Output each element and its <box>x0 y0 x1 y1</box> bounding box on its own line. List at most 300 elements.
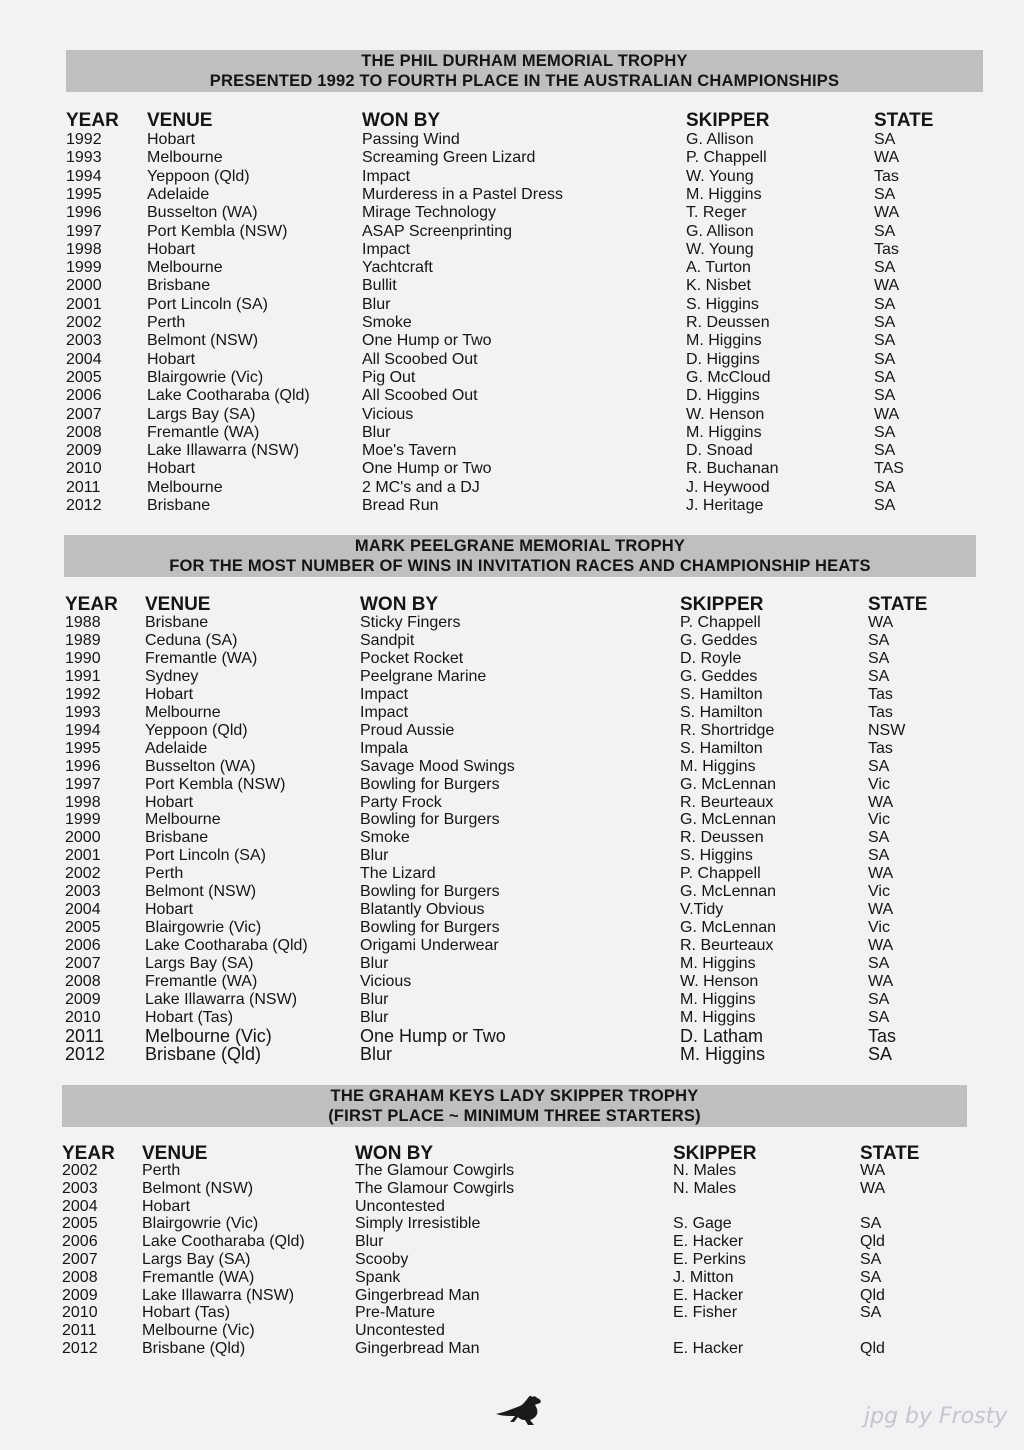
cell-skipper: K. Nisbet <box>686 277 751 295</box>
cell-year: 1992 <box>66 131 102 148</box>
cell-skipper: S. Gage <box>673 1215 732 1233</box>
cell-won-by: ASAP Screenprinting <box>362 222 513 240</box>
cell-year: 2005 <box>65 919 101 937</box>
cell-venue: Brisbane (Qld) <box>142 1340 246 1357</box>
cell-won-by: Pig Out <box>362 368 416 386</box>
cell-skipper: D. Higgins <box>686 387 760 405</box>
cell-skipper: G. Allison <box>686 131 754 148</box>
table-row <box>0 1198 1024 1216</box>
cell-venue: Hobart <box>147 350 196 368</box>
cell-venue: Blairgowrie (Vic) <box>145 919 262 937</box>
table-row <box>0 460 1024 478</box>
cell-skipper: G. Geddes <box>680 631 758 649</box>
table-row <box>0 1045 1024 1063</box>
column-header-year: YEAR <box>66 110 119 131</box>
cell-won-by: Yachtcraft <box>362 259 433 277</box>
cell-won-by: Savage Mood Swings <box>360 757 515 775</box>
cell-won-by: Vicious <box>362 405 414 423</box>
cell-year: 2012 <box>66 497 102 514</box>
cell-won-by: One Hump or Two <box>362 332 492 350</box>
cell-skipper: G. Allison <box>686 222 754 240</box>
cell-venue: Brisbane <box>147 277 211 295</box>
cell-year: 2002 <box>62 1162 98 1179</box>
cell-won-by: Sticky Fingers <box>360 614 461 631</box>
cell-skipper: G. McLennan <box>680 919 777 937</box>
cell-won-by: Bowling for Burgers <box>360 883 500 901</box>
cell-skipper: G. McLennan <box>680 775 777 793</box>
cell-won-by: One Hump or Two <box>362 460 492 478</box>
cell-year: 2008 <box>62 1268 98 1286</box>
cell-year: 2001 <box>66 295 102 313</box>
cell-venue: Perth <box>147 314 186 331</box>
cell-state: SA <box>874 295 896 313</box>
cell-year: 2012 <box>65 1043 106 1064</box>
table-row <box>0 241 1024 259</box>
table-row <box>0 1180 1024 1198</box>
cell-won-by: The Glamour Cowgirls <box>355 1179 515 1197</box>
cell-state: SA <box>860 1268 882 1286</box>
column-header-year: YEAR <box>62 1143 115 1164</box>
cell-state: SA <box>868 829 890 847</box>
cell-year: 2011 <box>65 1025 104 1046</box>
cell-won-by: Moe's Tavern <box>362 442 457 460</box>
cell-skipper: S. Hamilton <box>680 739 763 757</box>
table-row <box>0 632 1024 650</box>
cell-won-by: Smoke <box>360 829 410 847</box>
cell-won-by: Peelgrane Marine <box>360 667 487 685</box>
cell-won-by: Blur <box>360 990 389 1008</box>
cell-state: Qld <box>860 1233 885 1251</box>
cell-venue: Brisbane (Qld) <box>145 1043 262 1064</box>
cell-venue: Ceduna (SA) <box>145 631 238 649</box>
cell-year: 1994 <box>65 721 101 739</box>
cell-venue: Melbourne <box>145 811 221 829</box>
cell-skipper: J. Heritage <box>686 497 764 514</box>
cell-year: 2012 <box>62 1340 98 1357</box>
cell-won-by: Blur <box>360 1008 389 1026</box>
table-row <box>0 1340 1024 1358</box>
cell-won-by: Uncontested <box>355 1197 445 1215</box>
section-title-line: THE PHIL DURHAM MEMORIAL TROPHY <box>361 52 688 70</box>
cell-year: 2006 <box>66 387 102 405</box>
cell-state: WA <box>860 1162 886 1179</box>
table-row <box>0 351 1024 369</box>
table-row <box>0 277 1024 295</box>
table-row <box>0 955 1024 973</box>
cell-venue: Adelaide <box>145 739 208 757</box>
cell-won-by: 2 MC's and a DJ <box>362 478 480 496</box>
cell-skipper: M. Higgins <box>680 1008 756 1026</box>
cell-state: WA <box>868 901 894 919</box>
column-header-state: STATE <box>860 1143 920 1164</box>
cell-state: SA <box>874 259 896 277</box>
cell-won-by: Blur <box>360 847 389 865</box>
cell-year: 2007 <box>62 1251 98 1268</box>
cell-year: 2004 <box>66 350 102 368</box>
cell-year: 1993 <box>66 149 102 167</box>
table-row <box>0 1287 1024 1305</box>
cell-venue: Brisbane <box>145 829 209 847</box>
cell-venue: Brisbane <box>147 497 211 514</box>
cell-won-by: Bullit <box>362 277 397 295</box>
column-header-venue: VENUE <box>145 594 211 615</box>
cell-state: Qld <box>860 1286 885 1304</box>
cell-won-by: Impact <box>360 703 409 721</box>
table-row <box>0 314 1024 332</box>
cell-venue: Hobart <box>142 1197 191 1215</box>
cell-skipper: M. Higgins <box>686 423 762 441</box>
cell-skipper: R. Shortridge <box>680 721 775 739</box>
cell-year: 2010 <box>62 1304 98 1322</box>
cell-won-by: Bowling for Burgers <box>360 775 500 793</box>
cell-venue: Fremantle (WA) <box>147 423 260 441</box>
cell-state: Tas <box>874 240 899 258</box>
cell-won-by: Blur <box>362 295 391 313</box>
cell-venue: Belmont (NSW) <box>147 332 259 350</box>
cell-state: SA <box>874 368 896 386</box>
table-row <box>0 186 1024 204</box>
table-row <box>0 901 1024 919</box>
cell-year: 1997 <box>65 775 101 793</box>
cell-state: SA <box>868 667 890 685</box>
column-header-skipper: SKIPPER <box>673 1143 757 1164</box>
cell-skipper: S. Higgins <box>686 295 759 313</box>
cell-year: 2007 <box>65 955 101 973</box>
cell-year: 2011 <box>62 1322 97 1340</box>
cell-state: WA <box>860 1179 886 1197</box>
cell-year: 2005 <box>62 1215 98 1233</box>
cell-state: TAS <box>874 460 904 478</box>
cell-won-by: Spank <box>355 1268 401 1286</box>
cell-year: 1990 <box>65 649 101 667</box>
cell-venue: Hobart (Tas) <box>142 1304 231 1322</box>
cell-skipper: M. Higgins <box>686 332 762 350</box>
cell-won-by: Screaming Green Lizard <box>362 149 536 167</box>
cell-state: WA <box>874 204 900 222</box>
cell-venue: Perth <box>145 865 184 883</box>
cell-won-by: Bowling for Burgers <box>360 919 500 937</box>
kangaroo-icon <box>494 1392 552 1428</box>
section-title-banner <box>64 535 976 577</box>
cell-venue: Melbourne <box>145 703 221 721</box>
cell-venue: Fremantle (WA) <box>142 1268 255 1286</box>
cell-won-by: Bowling for Burgers <box>360 811 500 829</box>
cell-venue: Port Lincoln (SA) <box>145 847 266 865</box>
cell-venue: Port Kembla (NSW) <box>145 775 286 793</box>
cell-state: SA <box>874 423 896 441</box>
cell-year: 1996 <box>66 204 102 222</box>
table-row <box>0 847 1024 865</box>
cell-state: SA <box>874 350 896 368</box>
section-title-line: (FIRST PLACE ~ MINIMUM THREE STARTERS) <box>328 1107 701 1125</box>
cell-venue: Port Kembla (NSW) <box>147 222 288 240</box>
cell-won-by: Passing Wind <box>362 131 460 148</box>
cell-venue: Hobart (Tas) <box>145 1008 234 1026</box>
cell-state: SA <box>874 314 896 331</box>
cell-year: 1998 <box>66 240 102 258</box>
table-row <box>0 387 1024 405</box>
table-row <box>0 296 1024 314</box>
cell-venue: Melbourne <box>147 478 223 496</box>
table-row <box>0 1269 1024 1287</box>
cell-year: 1992 <box>65 685 101 703</box>
cell-skipper: D. Snoad <box>686 442 753 460</box>
cell-skipper: M. Higgins <box>680 955 756 973</box>
table-row <box>0 973 1024 991</box>
table-row <box>0 883 1024 901</box>
cell-state: SA <box>868 955 890 973</box>
cell-skipper: G. McLennan <box>680 811 777 829</box>
cell-state: WA <box>868 937 894 955</box>
cell-venue: Lake Cootharaba (Qld) <box>145 937 308 955</box>
cell-year: 1996 <box>65 757 101 775</box>
cell-venue: Busselton (WA) <box>145 757 256 775</box>
cell-state: Tas <box>868 703 893 721</box>
cell-skipper: G. McLennan <box>680 883 777 901</box>
cell-year: 2010 <box>66 460 102 478</box>
cell-year: 2000 <box>65 829 101 847</box>
cell-skipper: E. Hacker <box>673 1286 744 1304</box>
cell-won-by: Origami Underwear <box>360 937 499 955</box>
cell-state: SA <box>868 757 890 775</box>
cell-venue: Blairgowrie (Vic) <box>147 368 264 386</box>
cell-venue: Melbourne <box>147 149 223 167</box>
cell-state: SA <box>874 497 896 514</box>
cell-year: 2007 <box>66 405 102 423</box>
table-row <box>0 1162 1024 1180</box>
cell-skipper: R. Beurteaux <box>680 937 774 955</box>
cell-state: Tas <box>874 167 899 185</box>
cell-won-by: Uncontested <box>355 1322 445 1340</box>
cell-year: 2011 <box>66 478 101 496</box>
cell-venue: Melbourne (Vic) <box>145 1025 272 1046</box>
cell-state: SA <box>874 332 896 350</box>
cell-venue: Melbourne (Vic) <box>142 1322 255 1340</box>
cell-won-by: Sandpit <box>360 631 415 649</box>
cell-state: Qld <box>860 1340 885 1357</box>
cell-state: SA <box>868 631 890 649</box>
cell-state: SA <box>868 649 890 667</box>
cell-won-by: Impala <box>360 739 409 757</box>
cell-won-by: Impact <box>360 685 409 703</box>
table-row <box>0 1322 1024 1340</box>
cell-state: SA <box>874 387 896 405</box>
cell-skipper: D. Latham <box>680 1025 764 1046</box>
cell-venue: Lake Cootharaba (Qld) <box>142 1233 305 1251</box>
cell-state: WA <box>868 973 894 990</box>
cell-skipper: S. Hamilton <box>680 703 763 721</box>
column-header-venue: VENUE <box>142 1143 208 1164</box>
cell-won-by: Party Frock <box>360 793 442 811</box>
cell-venue: Largs Bay (SA) <box>147 405 256 423</box>
cell-venue: Perth <box>142 1162 181 1179</box>
table-row <box>0 497 1024 515</box>
cell-venue: Belmont (NSW) <box>145 883 257 901</box>
cell-won-by: Murderess in a Pastel Dress <box>362 185 563 203</box>
column-header-won-by: WON BY <box>355 1143 434 1164</box>
cell-venue: Fremantle (WA) <box>145 649 258 667</box>
cell-year: 1998 <box>65 793 101 811</box>
cell-year: 2002 <box>65 865 101 883</box>
column-header-won-by: WON BY <box>360 594 439 615</box>
cell-won-by: The Glamour Cowgirls <box>355 1162 515 1179</box>
cell-venue: Largs Bay (SA) <box>145 955 254 973</box>
cell-state: SA <box>868 847 890 865</box>
table-row <box>0 937 1024 955</box>
cell-won-by: One Hump or Two <box>360 1025 506 1046</box>
table-row <box>0 479 1024 497</box>
cell-won-by: The Lizard <box>360 865 436 883</box>
cell-skipper: J. Heywood <box>686 478 770 496</box>
cell-skipper: G. McCloud <box>686 368 771 386</box>
cell-won-by: Bread Run <box>362 497 439 514</box>
cell-state: WA <box>874 149 900 167</box>
cell-skipper: W. Young <box>686 240 754 258</box>
cell-venue: Lake Illawarra (NSW) <box>142 1286 295 1304</box>
cell-venue: Busselton (WA) <box>147 204 258 222</box>
cell-year: 2009 <box>62 1286 98 1304</box>
table-row <box>0 223 1024 241</box>
cell-state: Vic <box>868 883 890 901</box>
cell-venue: Melbourne <box>147 259 223 277</box>
section-title-banner <box>66 50 983 92</box>
table-row <box>0 650 1024 668</box>
table-row <box>0 424 1024 442</box>
cell-skipper: E. Fisher <box>673 1304 738 1322</box>
cell-year: 1989 <box>65 631 101 649</box>
table-row <box>0 776 1024 794</box>
cell-skipper: P. Chappell <box>680 614 761 631</box>
cell-year: 1988 <box>65 614 101 631</box>
cell-year: 2008 <box>66 423 102 441</box>
cell-skipper: S. Hamilton <box>680 685 763 703</box>
table-row <box>0 686 1024 704</box>
table-row <box>0 740 1024 758</box>
cell-state: SA <box>860 1304 882 1322</box>
cell-state: Tas <box>868 685 893 703</box>
cell-won-by: Impact <box>362 167 411 185</box>
cell-state: WA <box>868 793 894 811</box>
cell-venue: Lake Illawarra (NSW) <box>145 990 298 1008</box>
cell-skipper: M. Higgins <box>680 1043 766 1064</box>
cell-venue: Sydney <box>145 667 199 685</box>
table-row <box>0 794 1024 812</box>
cell-skipper: W. Young <box>686 167 754 185</box>
table-row <box>0 1027 1024 1045</box>
photo-credit: jpg by Frosty <box>864 1404 1008 1429</box>
column-header-year: YEAR <box>65 594 118 615</box>
cell-skipper: G. Geddes <box>680 667 758 685</box>
cell-year: 1995 <box>65 739 101 757</box>
cell-year: 1993 <box>65 703 101 721</box>
cell-year: 2001 <box>65 847 101 865</box>
cell-state: SA <box>868 990 890 1008</box>
cell-venue: Largs Bay (SA) <box>142 1251 251 1268</box>
cell-year: 2003 <box>65 883 101 901</box>
cell-skipper: M. Higgins <box>680 757 756 775</box>
cell-state: SA <box>860 1251 882 1268</box>
section-title-line: MARK PEELGRANE MEMORIAL TROPHY <box>354 537 686 555</box>
cell-venue: Brisbane <box>145 614 209 631</box>
table-row <box>0 865 1024 883</box>
cell-venue: Belmont (NSW) <box>142 1179 254 1197</box>
table-row <box>0 758 1024 776</box>
cell-won-by: Proud Aussie <box>360 721 455 739</box>
cell-venue: Hobart <box>147 240 196 258</box>
table-row <box>0 204 1024 222</box>
cell-won-by: All Scoobed Out <box>362 387 478 405</box>
cell-skipper: E. Hacker <box>673 1233 744 1251</box>
cell-won-by: Mirage Technology <box>362 204 497 222</box>
cell-state: SA <box>874 478 896 496</box>
cell-state: SA <box>868 1043 893 1064</box>
cell-skipper: R. Beurteaux <box>680 793 774 811</box>
cell-year: 2003 <box>62 1179 98 1197</box>
cell-won-by: Gingerbread Man <box>355 1340 480 1357</box>
cell-venue: Blairgowrie (Vic) <box>142 1215 259 1233</box>
cell-skipper: E. Hacker <box>673 1340 744 1357</box>
cell-skipper: M. Higgins <box>680 990 756 1008</box>
table-row <box>0 919 1024 937</box>
cell-skipper: D. Royle <box>680 649 742 667</box>
cell-won-by: Pre-Mature <box>355 1304 436 1322</box>
table-row <box>0 1009 1024 1027</box>
cell-year: 2006 <box>62 1233 98 1251</box>
cell-year: 1999 <box>65 811 101 829</box>
section-title-line: PRESENTED 1992 TO FOURTH PLACE IN THE AUSTRALIAN CHAMPIONSHIPS <box>209 72 840 90</box>
table-row <box>0 1251 1024 1269</box>
cell-year: 2000 <box>66 277 102 295</box>
cell-state: Vic <box>868 919 890 937</box>
table-row <box>0 369 1024 387</box>
cell-venue: Yeppoon (Qld) <box>145 721 248 739</box>
cell-venue: Adelaide <box>147 185 210 203</box>
cell-state: SA <box>860 1215 882 1233</box>
column-header-skipper: SKIPPER <box>686 110 770 131</box>
cell-year: 2010 <box>65 1008 101 1026</box>
cell-year: 2003 <box>66 332 102 350</box>
cell-skipper: D. Higgins <box>686 350 760 368</box>
cell-skipper: J. Mitton <box>673 1268 734 1286</box>
table-row <box>0 259 1024 277</box>
section-title-banner <box>62 1085 967 1127</box>
table-row <box>0 829 1024 847</box>
table-row <box>0 722 1024 740</box>
cell-state: Tas <box>868 1025 897 1046</box>
cell-won-by: Simply Irresistible <box>355 1215 481 1233</box>
table-row <box>0 131 1024 149</box>
cell-year: 2004 <box>62 1197 98 1215</box>
cell-state: WA <box>868 865 894 883</box>
cell-year: 2008 <box>65 973 101 990</box>
table-row <box>0 668 1024 686</box>
cell-state: NSW <box>868 721 906 739</box>
table-row <box>0 811 1024 829</box>
cell-year: 1994 <box>66 167 102 185</box>
column-header-won-by: WON BY <box>362 110 441 131</box>
cell-skipper: N. Males <box>673 1179 737 1197</box>
column-header-venue: VENUE <box>147 110 213 131</box>
cell-venue: Lake Cootharaba (Qld) <box>147 387 310 405</box>
cell-won-by: Blur <box>360 1043 393 1064</box>
table-row <box>0 614 1024 632</box>
column-header-state: STATE <box>868 594 928 615</box>
cell-state: Tas <box>868 739 893 757</box>
cell-state: WA <box>874 277 900 295</box>
cell-won-by: Blur <box>360 955 389 973</box>
table-row <box>0 1304 1024 1322</box>
cell-state: Vic <box>868 775 890 793</box>
